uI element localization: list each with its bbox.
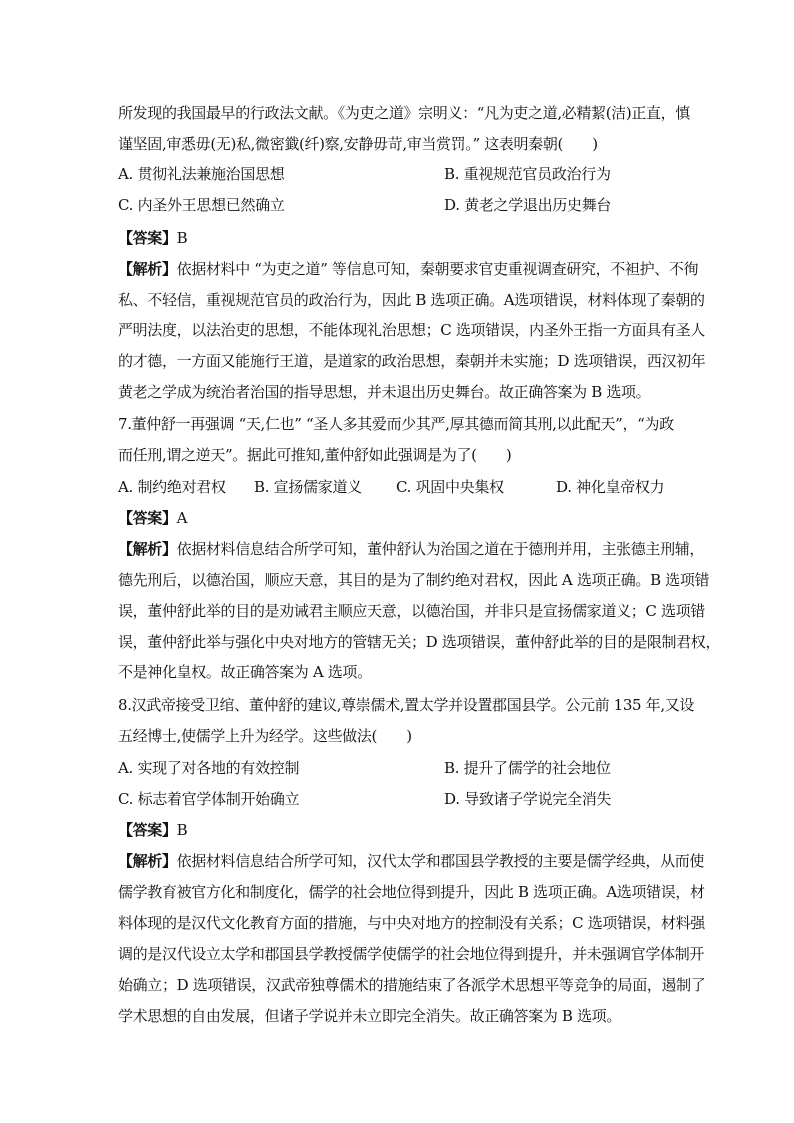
q7-analysis-line-4: 误，董仲舒此举与强化中央对地方的管辖无关；D 选项错误，董仲舒此举的目的是限制君权， bbox=[118, 633, 721, 651]
q6-option-d: D. 黄老之学退出历史舞台 bbox=[444, 196, 612, 214]
q8-analysis-line-3: 料体现的是汉代文化教育方面的措施，与中央对地方的控制没有关系；C 选项错误，材料强 bbox=[118, 914, 705, 932]
analysis-text: 依据材料信息结合所学可知，汉代太学和郡国县学教授的主要是儒学经典，从而使 bbox=[176, 852, 705, 870]
analysis-text: 依据材料中 “为吏之道” 等信息可知，秦朝要求官吏重视调查研究，不袒护、不徇 bbox=[176, 260, 699, 278]
q7-option-c: C. 巩固中央集权 bbox=[396, 478, 504, 496]
q8-option-b: B. 提升了儒学的社会地位 bbox=[444, 759, 611, 777]
answer-value: B bbox=[176, 229, 188, 247]
q7-analysis-line-3: 误，董仲舒此举的目的是劝诫君主顺应天意，以德治国，并非只是宣扬儒家道义；C 选项错 bbox=[118, 602, 705, 620]
analysis-tag: 【解析】 bbox=[118, 852, 177, 870]
q7-option-d: D. 神化皇帝权力 bbox=[556, 478, 665, 496]
q6-analysis-line-4: 的才德，一方面又能施行王道，是道家的政治思想，秦朝并未实施；D 选项错误，西汉初年 bbox=[118, 352, 706, 370]
q7-stem-line-2: 而任刑,谓之逆天”。据此可推知,董仲舒如此强调是为了( ) bbox=[118, 446, 512, 464]
q6-stem-line-2: 谨坚固,审悉毋(无)私,微密韱(纤)察,安静毋苛,审当赏罚。” 这表明秦朝( ) bbox=[118, 135, 598, 153]
q6-analysis-line-5: 黄老之学成为统治者治国的指导思想，并未退出历史舞台。故正确答案为 B 选项。 bbox=[118, 383, 651, 401]
q6-option-b: B. 重视规范官员政治行为 bbox=[444, 165, 611, 183]
analysis-tag: 【解析】 bbox=[118, 260, 177, 278]
analysis-text: 依据材料信息结合所学可知，董仲舒认为治国之道在于德刑并用，主张德主刑辅， bbox=[176, 540, 705, 558]
analysis-tag: 【解析】 bbox=[118, 540, 177, 558]
q8-analysis-line-6: 学术思想的自由发展，但诸子学说并未立即完全消失。故正确答案为 B 选项。 bbox=[118, 1007, 621, 1025]
q8-option-c: C. 标志着官学体制开始确立 bbox=[118, 790, 300, 808]
q6-stem-line-1: 所发现的我国最早的行政法文献。《为吏之道》宗明义：“凡为吏之道,必精絜(洁)正直，慎 bbox=[118, 104, 690, 122]
q8-option-d: D. 导致诸子学说完全消失 bbox=[444, 790, 612, 808]
q7-stem-line-1: 7.董仲舒一再强调 “天,仁也” “圣人多其爱而少其严,厚其德而简其刑,以此配天”，“为政 bbox=[118, 415, 674, 433]
q6-analysis-line-1 bbox=[118, 259, 699, 279]
q7-answer bbox=[118, 508, 678, 528]
answer-value: A bbox=[176, 509, 188, 527]
q7-option-a: A. 制约绝对君权 bbox=[118, 478, 226, 496]
q8-option-a: A. 实现了对各地的有效控制 bbox=[118, 759, 300, 777]
q7-analysis-line-1 bbox=[118, 539, 705, 559]
q8-answer bbox=[118, 820, 678, 840]
q8-analysis-line-1 bbox=[118, 851, 705, 871]
q6-analysis-line-2: 私、不轻信，重视规范官员的政治行为，因此 B 选项正确。A选项错误，材料体现了秦朝的 bbox=[118, 291, 705, 309]
q8-analysis-line-2: 儒学教育被官方化和制度化，儒学的社会地位得到提升，因此 B 选项正确。A选项错误，材 bbox=[118, 883, 705, 901]
q7-analysis-line-5: 不是神化皇权。故正确答案为 A 选项。 bbox=[118, 663, 372, 681]
q6-option-a: A. 贯彻礼法兼施治国思想 bbox=[118, 165, 285, 183]
q8-analysis-line-5: 始确立；D 选项错误，汉武帝独尊儒术的措施结束了各派学术思想平等竞争的局面，遏制了 bbox=[118, 976, 706, 994]
q7-option-b: B. 宣扬儒家道义 bbox=[254, 478, 362, 496]
answer-tag: 【答案】 bbox=[118, 821, 177, 839]
q6-option-c: C. 内圣外王思想已然确立 bbox=[118, 196, 285, 214]
q6-analysis-line-3: 严明法度，以法治吏的思想，不能体现礼治思想；C 选项错误，内圣外王指一方面具有圣人 bbox=[118, 321, 705, 339]
q8-analysis-line-4: 调的是汉代设立太学和郡国县学教授儒学使儒学的社会地位得到提升，并未强调官学体制开 bbox=[118, 945, 705, 963]
q7-analysis-line-2: 德先刑后，以德治国，顺应天意，其目的是为了制约绝对君权，因此 A 选项正确。B 选项错 bbox=[118, 571, 710, 589]
answer-value: B bbox=[176, 821, 188, 839]
q8-stem-line-1: 8.汉武帝接受卫绾、董仲舒的建议,尊崇儒术,置太学并设置郡国县学。公元前 135 年,又设 bbox=[118, 696, 695, 714]
q6-answer bbox=[118, 228, 678, 248]
answer-tag: 【答案】 bbox=[118, 229, 177, 247]
q8-stem-line-2: 五经博士,使儒学上升为经学。这些做法( ) bbox=[118, 727, 412, 745]
answer-tag: 【答案】 bbox=[118, 509, 177, 527]
